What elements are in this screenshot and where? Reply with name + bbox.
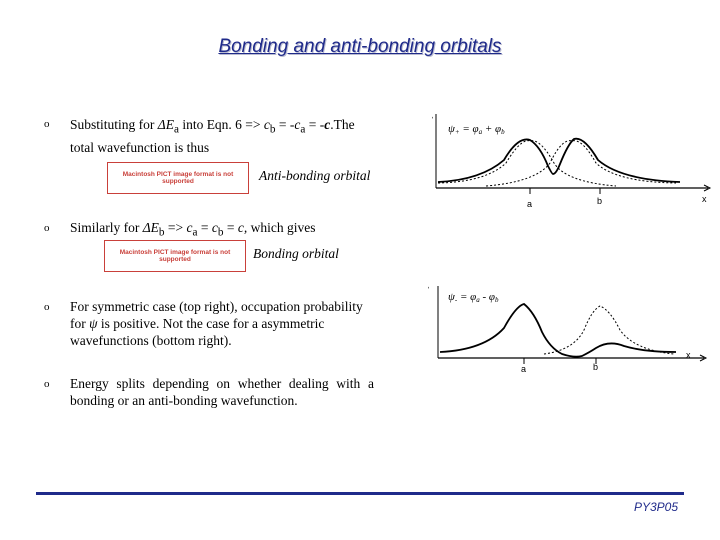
bullet-marker: o [44,301,50,313]
anti-bonding-wavefunction-figure [426,108,716,218]
label-b: b [597,196,603,206]
bullet-3-text: For symmetric case (top right), occupation probability for ψ is positive. Not the case for a asymmetric wavefunctions (bottom right). [70,299,363,348]
bonding-wavefunction-figure [424,282,714,382]
label-a: a [527,199,533,209]
course-code: PY3P05 [633,500,678,514]
footer-divider [36,492,684,495]
slide-title: Bonding and anti-bonding orbitals [218,36,502,57]
figure-axis-tick: ʹ [432,117,434,124]
bullet-marker: o [44,378,50,390]
equation-image-placeholder: Macintosh PICT image format is not supported [107,162,249,194]
bullet-2-text: Similarly for $\Delta E_b => c_a = c_b = c$, which gives [70,220,316,239]
anti-bonding-caption: Anti-bonding orbital [259,168,371,183]
label-b: b [593,362,599,372]
psi-plus-curve [438,139,680,182]
label-a: a [521,364,527,374]
phi-b-curve [544,306,674,354]
bullet-4-text: Energy splits depending on whether dealing with a bonding or an anti-bonding wavefunction. [70,376,374,408]
bullet-marker: o [44,222,50,234]
label-x: x [686,350,691,360]
bullet-marker: o [44,118,50,130]
label-x: x [702,194,707,204]
figure-equation: ψ- = φa - φb [448,291,499,304]
figure-axis-tick: ʹ [428,287,430,294]
bonding-caption: Bonding orbital [253,246,339,261]
figure-equation: ψ+ = φa + φb [448,123,505,136]
bullet-1-text: Substituting for $\Delta E_a$ into Eqn. $6 => c_b = -c_a = -c.The$ total wavefunction is thus [70,117,355,155]
equation-image-placeholder: Macintosh PICT image format is not supported [104,240,246,272]
psi-minus-curve [440,304,676,357]
